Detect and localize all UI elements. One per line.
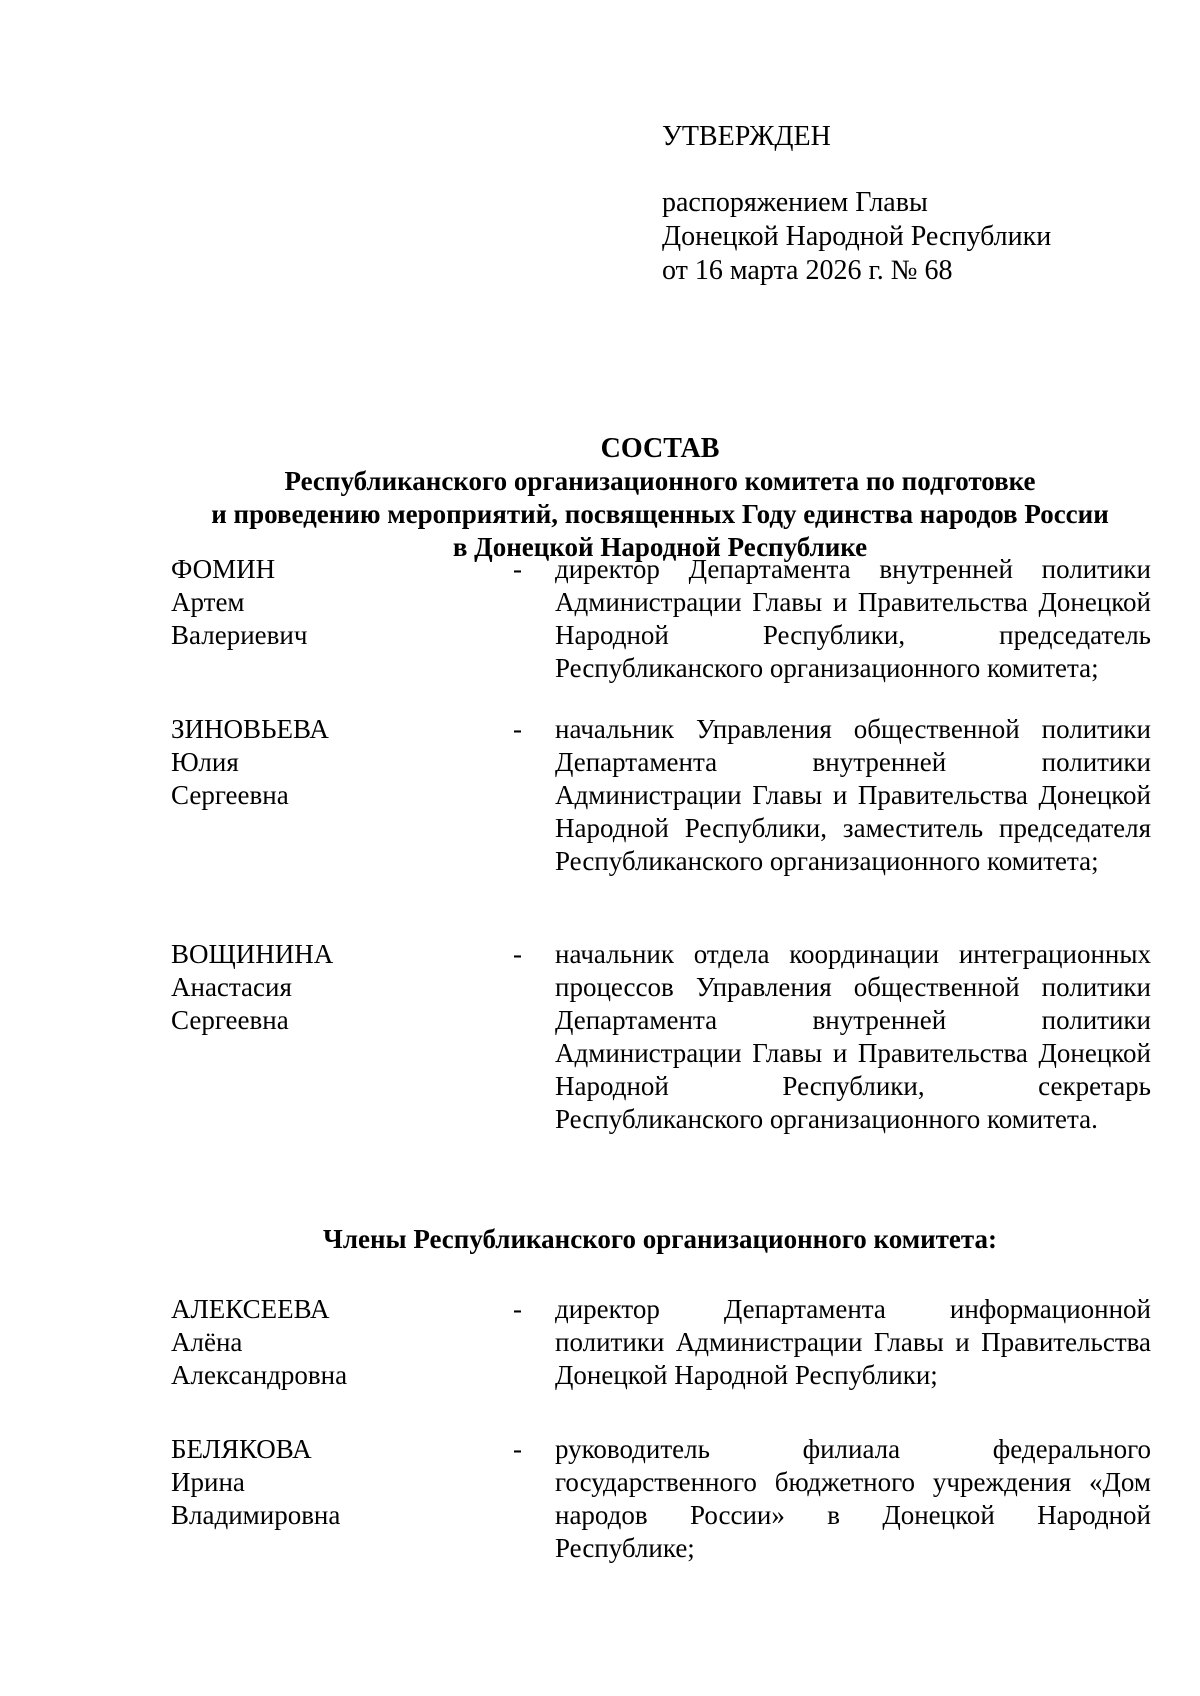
member-role: руководитель филиала федерального государственного бюджетного учреждения «Дом народов России» в Донецкой Народной Республике; [555, 1434, 1151, 1563]
member-patronymic: Сергеевна [171, 780, 289, 810]
member-name [171, 1433, 491, 1532]
member-name [171, 713, 491, 812]
heading-line-3: в Донецкой Народной Республике [452, 532, 868, 562]
member-surname: БЕЛЯКОВА [171, 1434, 312, 1464]
member-first-name: Ирина [171, 1467, 245, 1497]
member-dash: - [513, 1294, 522, 1324]
member-surname: ФОМИН [171, 554, 276, 584]
member-dash: - [513, 1434, 522, 1464]
member-patronymic: Александровна [171, 1360, 348, 1390]
member-role: директор Департамента информационной политики Администрации Главы и Правительства Донецкой Народной Республики; [555, 1294, 1151, 1390]
approval-line-2: Донецкой Народной Республики [662, 221, 1052, 252]
approval-block [662, 120, 1051, 288]
member-surname: АЛЕКСЕЕВА [171, 1294, 330, 1324]
document-heading [0, 432, 1200, 564]
heading-line-2: и проведению мероприятий, посвященных Году единства народов России [211, 499, 1109, 529]
member-role: начальник Управления общественной политики Департамента внутренней политики Администрации Главы и Правительства Донецкой Народной Республики, заместитель председателя Республиканского организационного комитета; [555, 714, 1151, 876]
approval-line-3: от 16 марта 2026 г. № 68 [662, 255, 953, 286]
member-name [171, 553, 491, 652]
member-role: директор Департамента внутренней политики Администрации Главы и Правительства Донецкой Народной Республики, председатель Республиканского организационного комитета; [555, 554, 1151, 683]
member-patronymic: Валериевич [171, 620, 308, 650]
approval-line-1: распоряжением Главы [662, 187, 928, 218]
member-first-name: Юлия [171, 747, 239, 777]
member-name [171, 938, 491, 1037]
document-title: СОСТАВ [600, 433, 720, 464]
members-heading: Члены Республиканского организационного комитета: [323, 1224, 997, 1254]
member-first-name: Артем [171, 587, 245, 617]
member-dash: - [513, 939, 522, 969]
member-patronymic: Сергеевна [171, 1005, 289, 1035]
member-dash: - [513, 714, 522, 744]
member-dash: - [513, 554, 522, 584]
member-name [171, 1293, 491, 1392]
member-first-name: Алёна [171, 1327, 243, 1357]
member-patronymic: Владимировна [171, 1500, 341, 1530]
heading-line-1: Республиканского организационного комитета по подготовке [284, 466, 1036, 496]
member-surname: ВОЩИНИНА [171, 939, 334, 969]
approval-title: УТВЕРЖДЕН [662, 121, 831, 152]
member-first-name: Анастасия [171, 972, 292, 1002]
member-surname: ЗИНОВЬЕВА [171, 714, 329, 744]
member-role: начальник отдела координации интеграционных процессов Управления общественной политики Департамента внутренней политики Администрации Главы и Правительства Донецкой Народной Республики, секретарь Республиканского организационного комитета. [555, 939, 1151, 1134]
